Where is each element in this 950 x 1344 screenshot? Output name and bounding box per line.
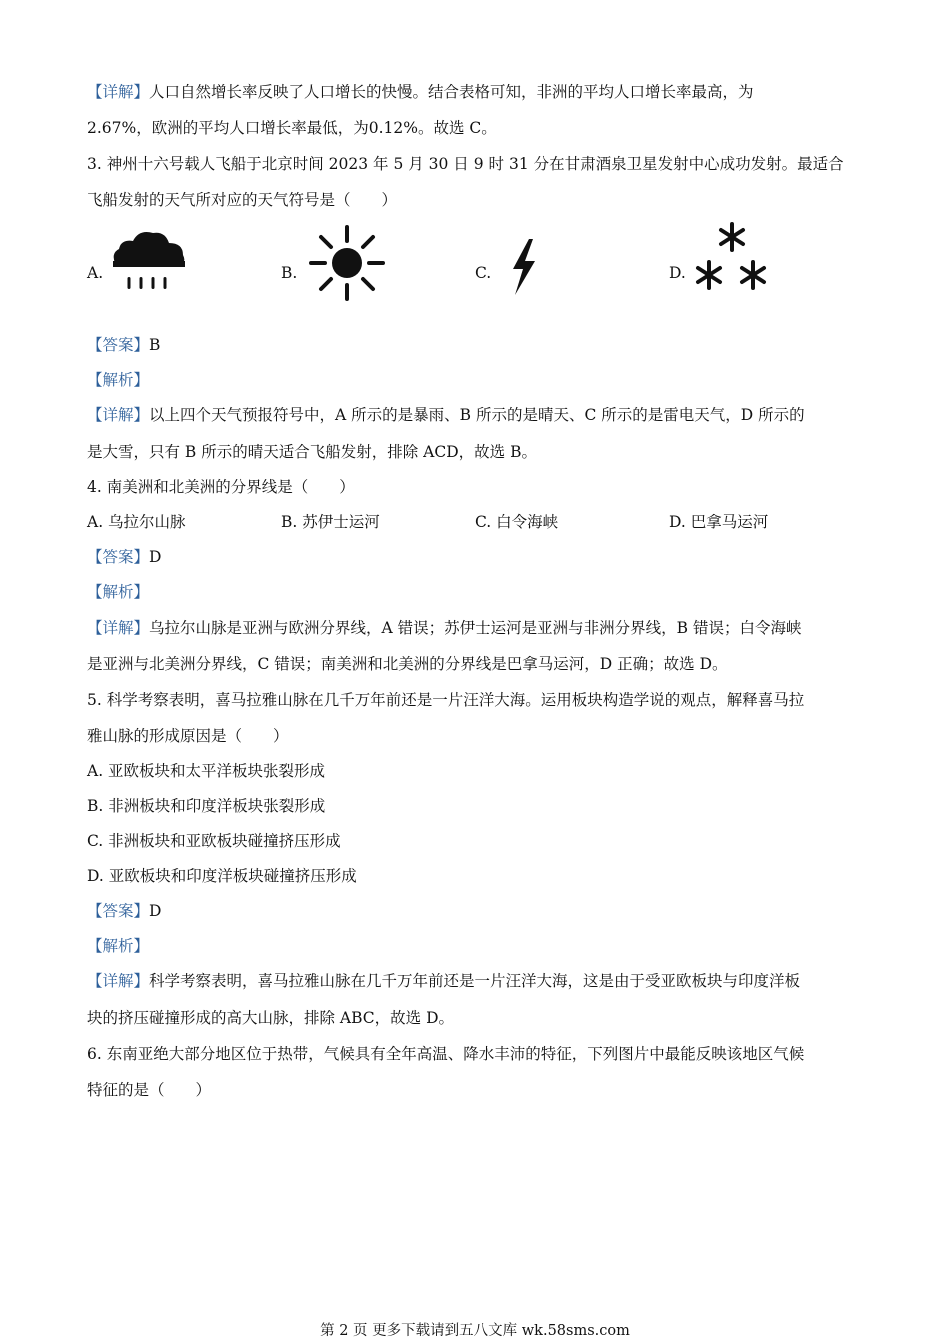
detail-line: 【详解】科学考察表明，喜马拉雅山脉在几千万年前还是一片汪洋大海，这是由于受亚欧板块与印度洋板 [87, 972, 801, 990]
q3-option-d-label: D. [669, 264, 686, 282]
detail-tag: 【详解】 [87, 972, 150, 990]
q3-option-b-label: B. [281, 264, 298, 282]
question-4: 4. 南美洲和北美洲的分界线是（ ） [87, 478, 355, 496]
q3-option-c-label: C. [475, 264, 492, 282]
detail-tag: 【详解】 [87, 83, 150, 101]
detail-line: 【详解】人口自然增长率反映了人口增长的快慢。结合表格可知，非洲的平均人口增长率最高，为 [87, 83, 754, 101]
page-footer: 第 2 页 更多下载请到五八文库 wk.58sms.com [320, 1323, 630, 1339]
answer-line: 【答案】D [87, 902, 162, 920]
text-line: 是亚洲与北美洲分界线，C 错误；南美洲和北美洲的分界线是巴拿马运河，D 正确；故选 D。 [87, 655, 728, 673]
question-6-cont: 特征的是（ ） [87, 1081, 212, 1099]
heavy-snow-icon [691, 221, 773, 295]
detail-tag: 【详解】 [87, 619, 150, 637]
analysis-line [87, 936, 149, 956]
q5-option-a: A. 亚欧板块和太平洋板块张裂形成 [87, 762, 326, 780]
q4-option-c: C. 白令海峡 [475, 513, 559, 531]
analysis-line [87, 370, 149, 390]
analysis-tag: 【解析】 [87, 371, 150, 389]
q4-option-b: B. 苏伊士运河 [281, 513, 380, 531]
q3-options [87, 225, 867, 305]
answer-tag: 【答案】 [87, 902, 150, 920]
q4-options [87, 512, 867, 532]
detail-line: 【详解】以上四个天气预报符号中，A 所示的是暴雨、B 所示的是晴天、C 所示的是雷电天气，D 所示的 [87, 406, 805, 424]
question-5: 5. 科学考察表明，喜马拉雅山脉在几千万年前还是一片汪洋大海。运用板块构造学说的观点，解释喜马拉 [87, 691, 805, 709]
q5-option-d: D. 亚欧板块和印度洋板块碰撞挤压形成 [87, 867, 357, 885]
q4-option-a: A. 乌拉尔山脉 [87, 513, 186, 531]
analysis-tag: 【解析】 [87, 583, 150, 601]
q5-option-b: B. 非洲板块和印度洋板块张裂形成 [87, 797, 326, 815]
q5-option-c: C. 非洲板块和亚欧板块碰撞挤压形成 [87, 832, 341, 850]
question-6: 6. 东南亚绝大部分地区位于热带，气候具有全年高温、降水丰沛的特征，下列图片中最能反映该地区气候 [87, 1045, 805, 1063]
sunny-icon [307, 223, 387, 303]
text-line: 块的挤压碰撞形成的高大山脉，排除 ABC，故选 D。 [87, 1009, 455, 1027]
q4-option-d: D. 巴拿马运河 [669, 513, 769, 531]
analysis-tag: 【解析】 [87, 937, 150, 955]
text-line: 是大雪，只有 B 所示的晴天适合飞船发射，排除 ACD，故选 B。 [87, 443, 537, 461]
answer-tag: 【答案】 [87, 548, 150, 566]
question-3-cont: 飞船发射的天气所对应的天气符号是（ ） [87, 191, 398, 209]
answer-line: 【答案】D [87, 548, 162, 566]
detail-line: 【详解】乌拉尔山脉是亚洲与欧洲分界线，A 错误；苏伊士运河是亚洲与非洲分界线，B 错误；白令海峡 [87, 619, 802, 637]
analysis-line [87, 582, 149, 602]
question-3: 3. 神州十六号载人飞船于北京时间 2023 年 5 月 30 日 9 时 31 分在甘肃酒泉卫星发射中心成功发射。最适合 [87, 155, 844, 173]
rainstorm-icon [111, 229, 187, 297]
answer-tag: 【答案】 [87, 336, 150, 354]
lightning-icon [507, 239, 539, 295]
text-line: 2.67%，欧洲的平均人口增长率最低，为0.12%。故选 C。 [87, 119, 497, 137]
q3-option-a-label: A. [87, 264, 104, 282]
detail-tag: 【详解】 [87, 406, 150, 424]
answer-line: 【答案】B [87, 336, 161, 354]
question-5-cont: 雅山脉的形成原因是（ ） [87, 727, 289, 745]
